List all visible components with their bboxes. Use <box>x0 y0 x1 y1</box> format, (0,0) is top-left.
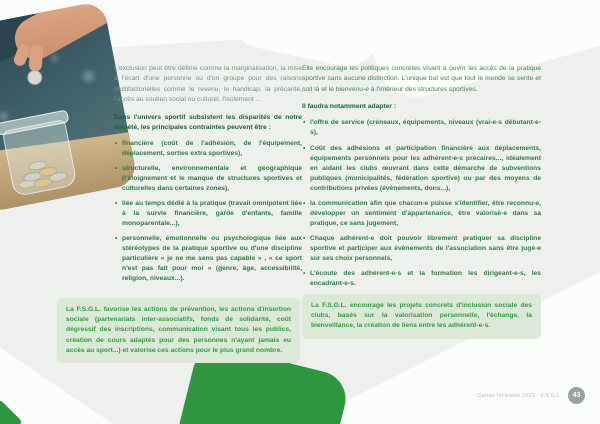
photo-jar <box>0 110 77 197</box>
photo-held-coin <box>26 69 44 87</box>
fsgl-highlight-box-right: La F.S.G.L. encourage les projets concrets d'inclusion sociale des clubs, basés sur la valorisation personnelle, l'échange, la bienveillance, la création de liens entre les adhérent-e-s. <box>302 294 541 339</box>
right-column <box>302 64 541 339</box>
list-item: • liée au temps dédié à la pratique (travail omnipotent liée à la survie financière, garde d'enfants, famille monoparentale...), <box>114 199 302 229</box>
list-item: • Coût des adhésions et participation financière aux déplacements, équipements personnels pour les adhérent-e-s précaires..., idéalement en aidant les clubs œuvrant dans cette démarche de subventions publiques (municipalités, fédération sportive) ou par des moyens de contributions privées (évènements, dons...), <box>302 144 541 194</box>
photo-finger <box>28 44 43 72</box>
list-item: • personnelle, émotionnelle ou psychologique liée aux stéréotypes de la pratique sportive ou d'une discipline particulière « je ne me sens pas capable » , « ce sport n'est pas fait pour moi » (genre, âge, accessibilité, religion, niveaux...). <box>114 234 302 284</box>
fsgl-highlight-box-left: La F.S.G.L. favorise les actions de prévention, les actions d'insertion sociale (partenariats inter-associatifs, fonds de solidarité, coût dégressif des inscriptions, communication visant tous les publics, création de cours adaptés pour des personnes n'ayant jamais eu accès au sport...) et valorise ces actions pour le plus grand nombre. <box>57 298 300 363</box>
list-item: • L'écoute des adhérent-e-s et la formation les dirigeant-e-s, les encadrant-e-s. <box>302 269 541 289</box>
right-column-heading: Il faudra notamment adapter : <box>302 103 397 111</box>
footer-label: Carnet Inclusion 2021 - F.S.G.L. <box>477 392 562 399</box>
page-number-badge: 43 <box>568 387 585 404</box>
list-item: • financière (coût de l'adhésion, de l'équipement, déplacement, sorties extra sportives), <box>114 139 302 159</box>
left-column-heading: Dans l'univers sportif subsistent les disparités de notre société, les principales contraintes peuvent être : <box>114 113 302 131</box>
list-item: • Chaque adhérent-e doit pouvoir librement pratiquer sa discipline sportive et participer aux évènements de l'association sans être jugé-e sur ses choix personnels, <box>302 234 541 264</box>
photo-bokeh-light <box>82 70 95 83</box>
constraints-list <box>114 139 302 285</box>
exclusion-definition-paragraph: L'exclusion peut être définie comme la marginalisation, la mise à l'écart d'une personne ou d'un groupe pour des raisons multifactorielles comme le revenu, le handicap, la précarité, l'accès au soutien social ou culturel, l'isolement ... <box>114 65 302 104</box>
adaptations-list <box>302 118 541 289</box>
page-footer <box>477 387 585 404</box>
list-item: • l'offre de service (créneaux, équipements, niveaux (vrai-e-s débutant-e-s), <box>302 118 541 138</box>
list-item: • la communication afin que chacun-e puisse s'identifier, être reconnu-e, développer un sentiment d'appartenance, être valorisé-e dans sa pratique, ce sans jugement, <box>302 199 541 229</box>
left-column <box>114 64 302 290</box>
policies-paragraph: Elle encourage les politiques concrètes visant à ouvrir les accès de la pratique sportive sans aucune distinction. L'unique but est que tout le monde se sente et soit là et le bienvenu-e à l'intérieur des structures sportives. <box>302 65 541 93</box>
photo-bokeh-light <box>50 54 58 62</box>
list-item: • structurelle, environnementale et géographique (l'éloignement et le manque de structures sportives et culturelles dans certaines zones), <box>114 164 302 194</box>
